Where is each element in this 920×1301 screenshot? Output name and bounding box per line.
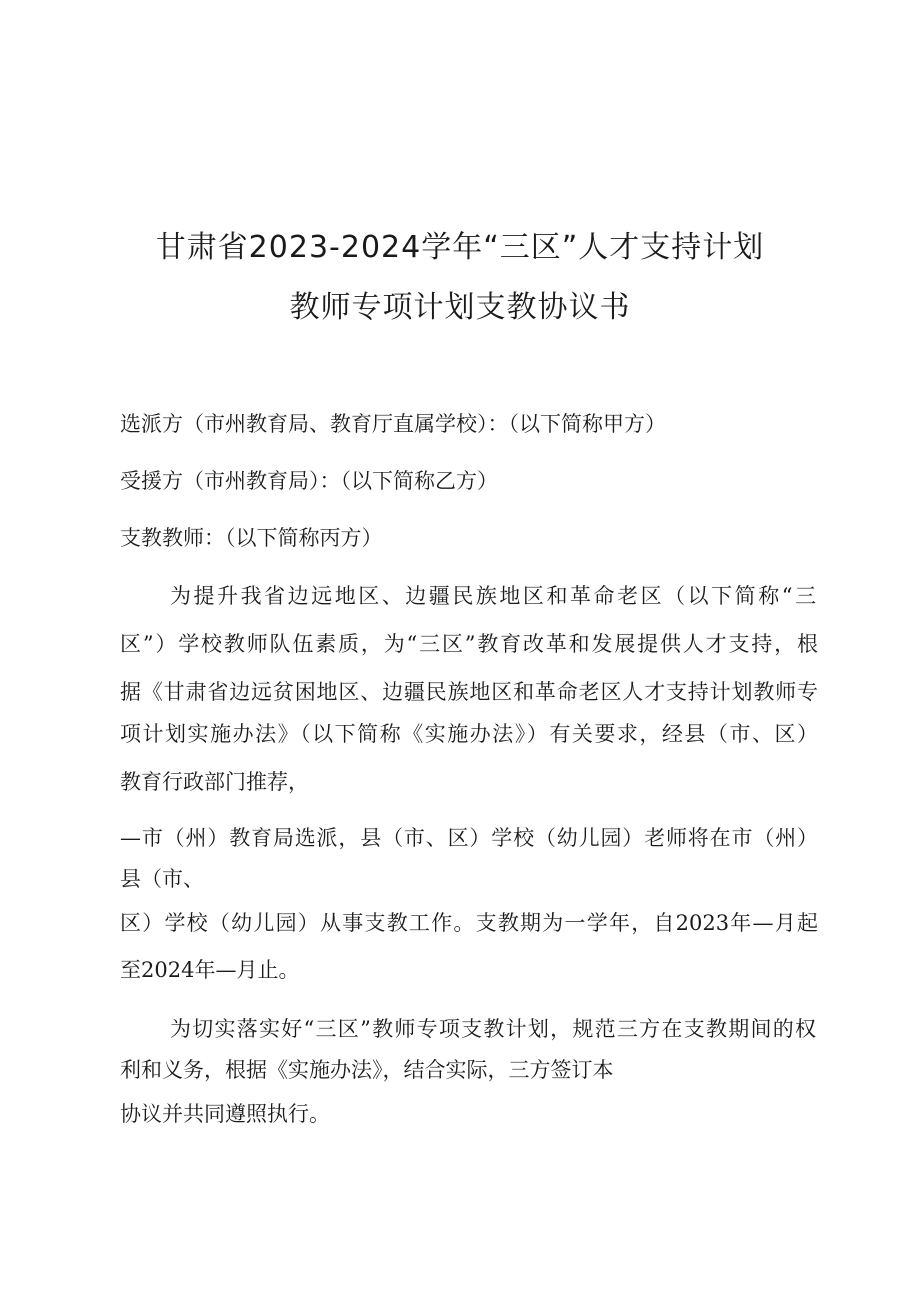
document-title-line-1: 甘肃省2023-2024学年“三区”人才支持计划 [155,230,765,265]
paragraph-3-line-3: 协议并共同遵照执行。 [120,1102,330,1126]
party-b-line: 受援方（市州教育局）：（以下简称乙方） [120,469,498,493]
paragraph-2-line-4: 至2024年—月止。 [120,958,300,982]
paragraph-2-line-2: 县（市、 [120,867,204,891]
paragraph-1-line-3: 据《甘肃省边远贫困地区、边疆民族地区和革命老区人才支持计划教师专 [120,680,818,704]
paragraph-2-line-3: 区）学校（幼儿园）从事支教工作。支教期为一学年，自2023年—月起 [120,911,818,935]
party-a-line: 选派方（市州教育局、教育厅直属学校）：（以下简称甲方） [120,412,666,436]
document-title-line-2: 教师专项计划支教协议书 [289,290,631,325]
paragraph-3-line-2: 利和义务，根据《实施办法》，结合实际，三方签订本 [120,1058,614,1082]
paragraph-3-line-1: 为切实落实好“三区”教师专项支教计划，规范三方在支教期间的权 [170,1017,816,1041]
paragraph-1-line-4: 项计划实施办法》（以下简称《实施办法》）有关要求，经县（市、区） [120,722,818,746]
paragraph-1-line-1: 为提升我省边远地区、边疆民族地区和革命老区（以下简称“三 [170,584,816,608]
paragraph-1-line-5: 教育行政部门推荐， [120,770,309,794]
paragraph-1-line-2: 区”）学校教师队伍素质，为“三区”教育改革和发展提供人才支持，根 [120,632,818,656]
paragraph-2-line-1: —市（州）教育局选派，县（市、区）学校（幼儿园）老师将在市（州） [120,826,818,850]
party-c-line: 支教教师：（以下简称丙方） [120,526,383,550]
